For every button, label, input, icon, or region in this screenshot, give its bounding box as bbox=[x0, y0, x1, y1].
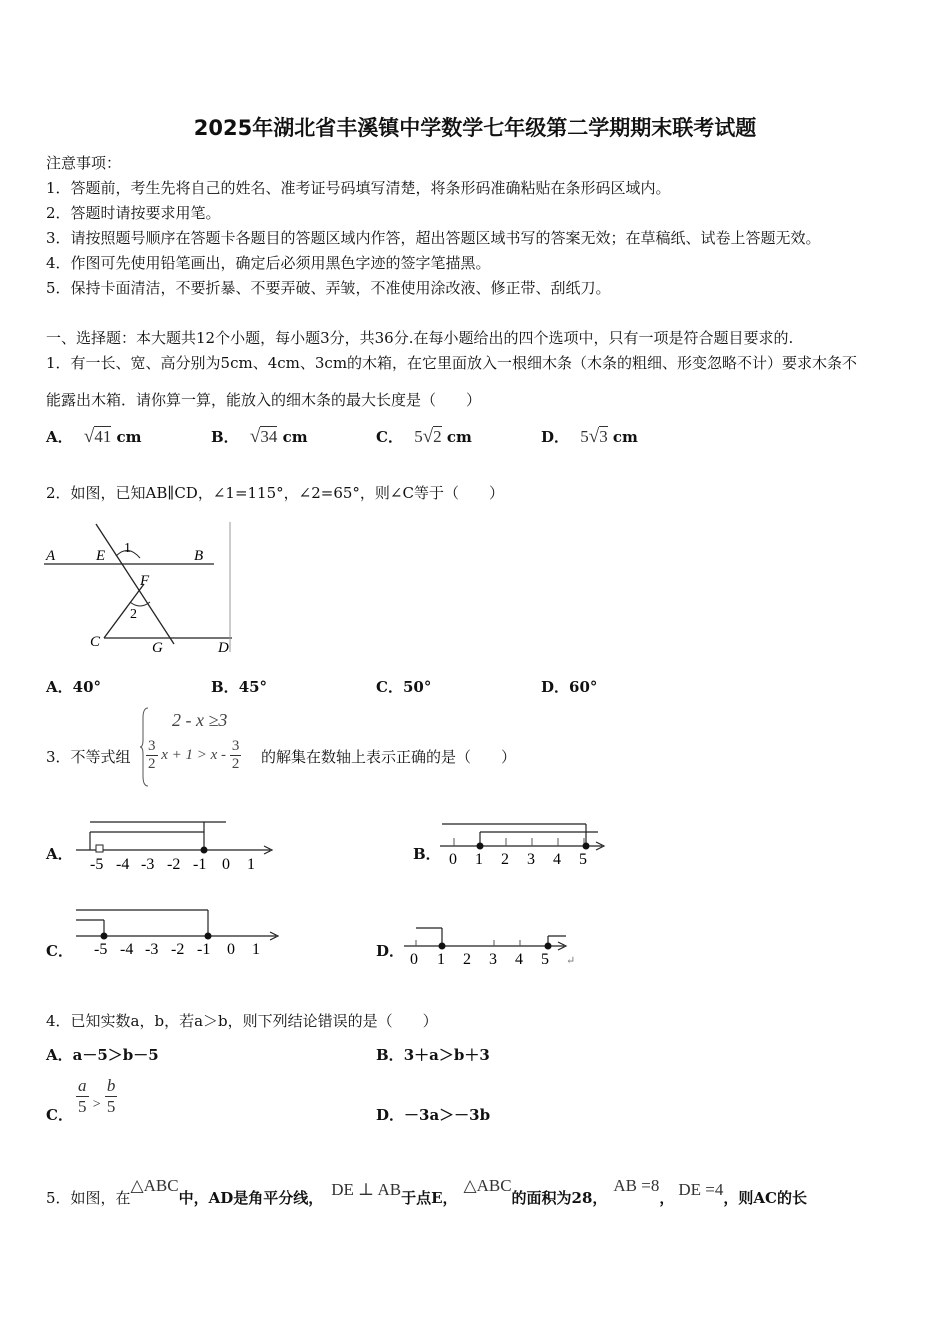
sqrt-expression: 5√3 bbox=[580, 426, 608, 447]
notes-item: 5．保持卡面清洁，不要折暴、不要弄破、弄皱，不准使用涂改液、修正带、刮纸刀。 bbox=[46, 279, 611, 297]
return-mark-icon: ↵ bbox=[566, 955, 576, 967]
point-label-e: E bbox=[96, 548, 106, 564]
tick-labels bbox=[94, 941, 260, 958]
page-title: 2025年湖北省丰溪镇中学数学七年级第二学期期末联考试题 bbox=[193, 116, 757, 140]
q3-suffix: 的解集在数轴上表示正确的是（ ） bbox=[261, 748, 517, 766]
tick-label: 5 bbox=[541, 951, 549, 968]
angle-label-2: 2 bbox=[130, 607, 137, 622]
q2-option-a[interactable]: A．40° bbox=[46, 678, 102, 696]
tick-label: 2 bbox=[463, 951, 471, 968]
q2-stem: 2．如图，已知AB∥CD，∠1=115°，∠2=65°，则∠C等于（ ） bbox=[46, 484, 504, 502]
q4-option-b[interactable]: B．3＋a＞b＋3 bbox=[376, 1046, 490, 1064]
q3-inequality-1: 2 - x ≥3 bbox=[172, 710, 228, 730]
q3-number-line-c[interactable] bbox=[74, 906, 284, 962]
angle-label-1: 1 bbox=[124, 541, 131, 556]
tick-label: 5 bbox=[579, 851, 587, 868]
tick-label: 1 bbox=[247, 856, 255, 873]
section-heading: 一、选择题：本大题共12个小题，每小题3分，共36分.在每小题给出的四个选项中，只有一项是符合题目要求的. bbox=[46, 329, 794, 347]
point-label-g: G bbox=[152, 640, 163, 656]
q3-option-d-label[interactable]: D． bbox=[376, 942, 405, 960]
q1-option-b[interactable]: B． √34 cm bbox=[211, 426, 308, 447]
tick-label: -1 bbox=[193, 856, 207, 873]
tick-label: 1 bbox=[437, 951, 445, 968]
q5-stem: 5．如图，在△ABC中，AD是角平分线， DE ⊥ AB于点E，△ABC的面积为28，AB =8， DE =4，则AC的长 bbox=[46, 1176, 807, 1207]
tick-label: 0 bbox=[449, 851, 457, 868]
tick-label: 0 bbox=[410, 951, 418, 968]
q3-number-line-d[interactable] bbox=[402, 918, 586, 974]
sqrt-expression: √41 bbox=[83, 426, 112, 447]
point-label-f: F bbox=[140, 573, 150, 589]
q1-option-a[interactable]: A． √41 cm bbox=[46, 426, 142, 447]
q3-number-line-b[interactable] bbox=[438, 818, 610, 874]
tick-labels bbox=[449, 851, 587, 868]
tick-label: 0 bbox=[222, 856, 230, 873]
tick-label: 0 bbox=[227, 941, 235, 958]
notes-item: 3．请按照题号顺序在答题卡各题目的答题区域内作答，超出答题区域书写的答案无效；在草稿纸、试卷上答题无效。 bbox=[46, 229, 821, 247]
tick-labels bbox=[410, 951, 549, 968]
tick-label: 2 bbox=[501, 851, 509, 868]
q1-stem-line1: 1．有一长、宽、高分别为5cm、4cm、3cm的木箱，在它里面放入一根细木条（木条的粗细、形变忽略不计）要求木条不 bbox=[46, 354, 858, 372]
point-label-d: D bbox=[218, 640, 229, 656]
q4-option-c-expression[interactable]: $\frac{a}{5}$ $_>$ $\frac{b}{5}$ bbox=[78, 1076, 116, 1116]
q2-option-c[interactable]: C．50° bbox=[376, 678, 432, 696]
notes-item: 1．答题前，考生先将自己的姓名、准考证号码填写清楚，将条形码准确粘贴在条形码区域内。 bbox=[46, 179, 671, 197]
q3-inequality-2: $\frac{3}{2}$ x + 1 > x - $\frac{3}{2}$ bbox=[148, 738, 240, 773]
tick-label: -2 bbox=[167, 856, 181, 873]
tick-label: 1 bbox=[475, 851, 483, 868]
notes-heading: 注意事项： bbox=[46, 154, 122, 172]
tick-label: -3 bbox=[145, 941, 159, 958]
q2-option-d[interactable]: D．60° bbox=[541, 678, 598, 696]
q3-number-line-a[interactable] bbox=[74, 818, 280, 874]
q3-prefix: 3．不等式组 bbox=[46, 748, 131, 766]
tick-label: 1 bbox=[252, 941, 260, 958]
tick-labels bbox=[90, 856, 255, 873]
tick-label: 3 bbox=[527, 851, 535, 868]
tick-label: -4 bbox=[120, 941, 134, 958]
q4-option-d[interactable]: D．－3a＞－3b bbox=[376, 1106, 491, 1124]
q3-option-a-label[interactable]: A． bbox=[46, 845, 73, 863]
tick-label: -5 bbox=[94, 941, 108, 958]
notes-item: 4．作图可先使用铅笔画出，确定后必须用黑色字迹的签字笔描黑。 bbox=[46, 254, 491, 272]
q2-option-b[interactable]: B．45° bbox=[211, 678, 268, 696]
q2-figure bbox=[44, 518, 236, 658]
sqrt-expression: √34 bbox=[249, 426, 278, 447]
q4-stem: 4．已知实数a，b，若a＞b，则下列结论错误的是（ ） bbox=[46, 1012, 438, 1030]
q1-stem-line2: 能露出木箱．请你算一算，能放入的细木条的最大长度是（ ） bbox=[46, 391, 482, 409]
tick-label: -4 bbox=[116, 856, 130, 873]
q4-option-a[interactable]: A．a－5＞b－5 bbox=[46, 1046, 159, 1064]
point-label-a: A bbox=[46, 548, 56, 564]
q3-option-c-label[interactable]: C． bbox=[46, 942, 73, 960]
point-label-b: B bbox=[194, 548, 204, 564]
tick-label: 4 bbox=[553, 851, 561, 868]
tick-label: 4 bbox=[515, 951, 523, 968]
q1-option-c[interactable]: C． 5√2 cm bbox=[376, 426, 472, 447]
tick-label: 3 bbox=[489, 951, 497, 968]
sqrt-expression: 5√2 bbox=[414, 426, 442, 447]
notes-item: 2．答题时请按要求用笔。 bbox=[46, 204, 221, 222]
tick-label: -3 bbox=[141, 856, 155, 873]
q4-option-c-label[interactable]: C． bbox=[46, 1106, 73, 1124]
q3-option-b-label[interactable]: B． bbox=[413, 845, 441, 863]
tick-label: -5 bbox=[90, 856, 104, 873]
point-label-c: C bbox=[90, 634, 101, 650]
tick-label: -2 bbox=[171, 941, 185, 958]
tick-label: -1 bbox=[197, 941, 211, 958]
q1-option-d[interactable]: D． 5√3 cm bbox=[541, 426, 638, 447]
